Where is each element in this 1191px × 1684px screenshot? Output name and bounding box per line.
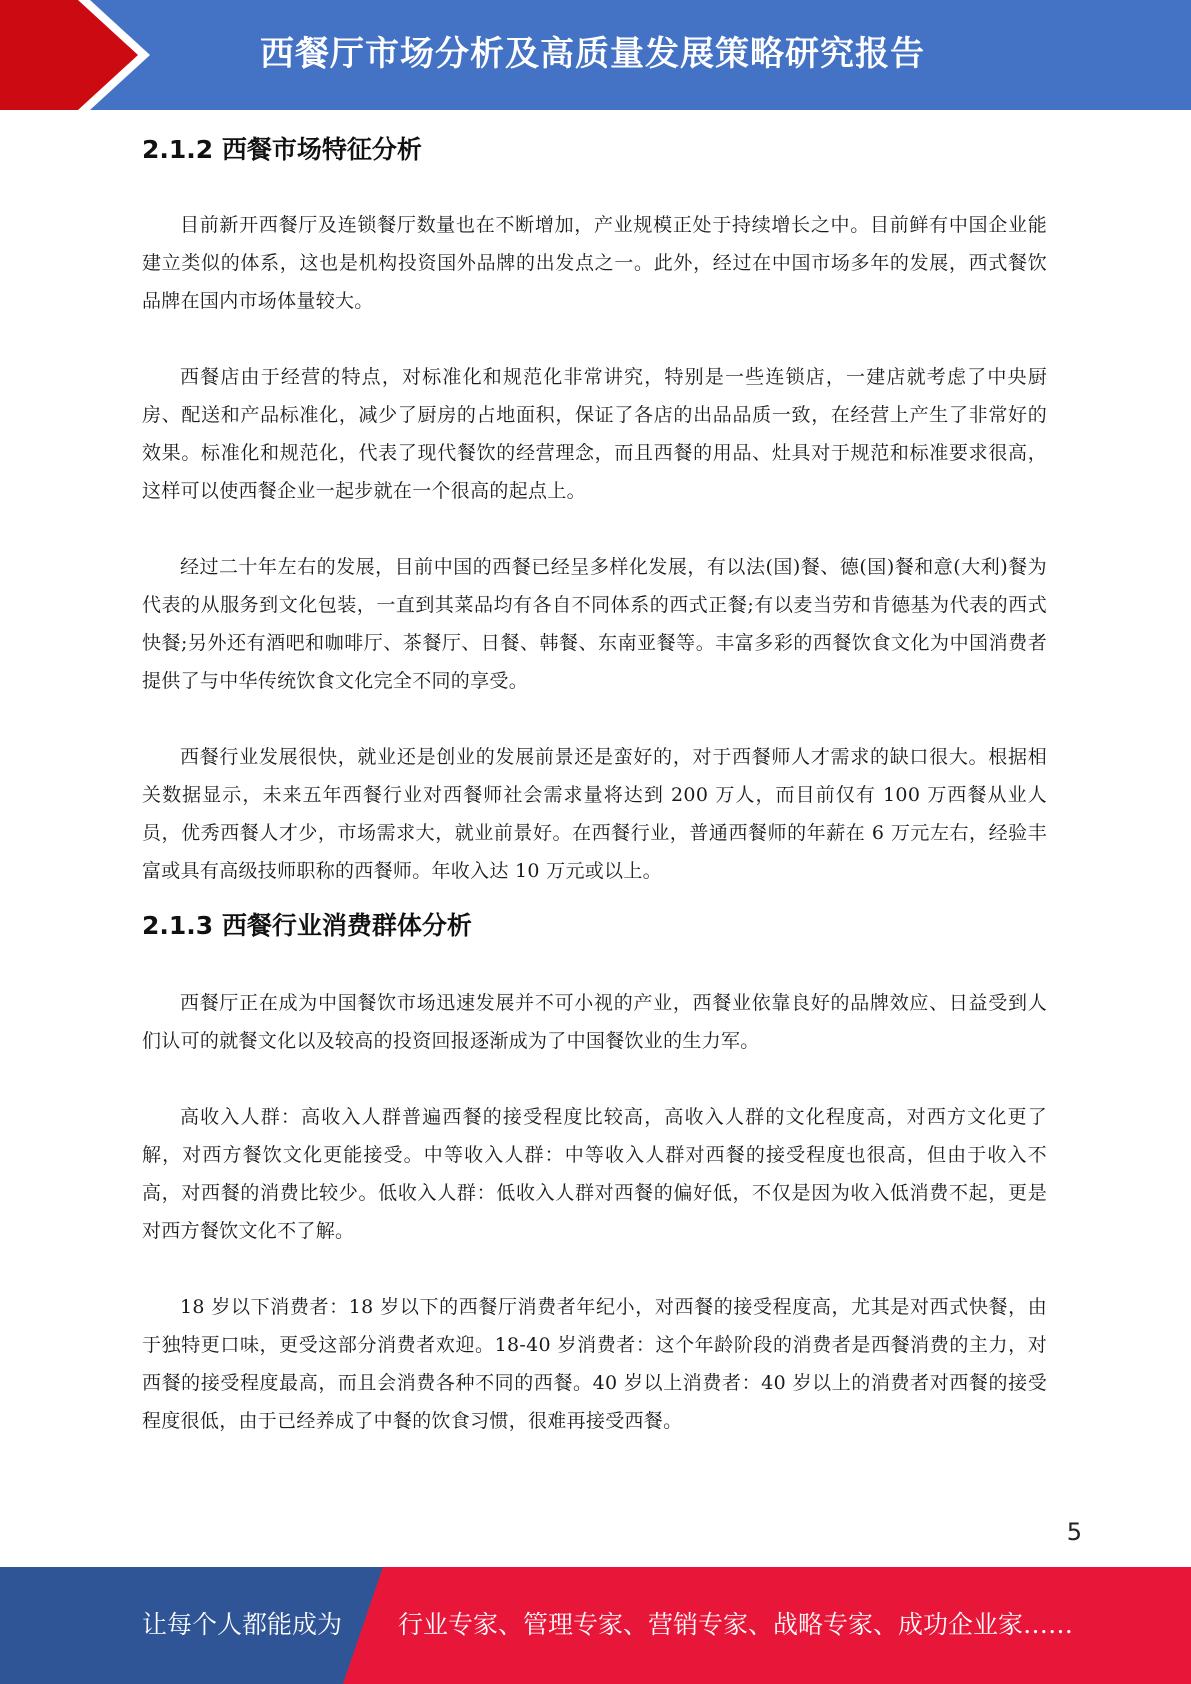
paragraph: 西餐行业发展很快，就业还是创业的发展前景还是蛮好的，对于西餐师人才需求的缺口很大。根据相关数据显示，未来五年西餐行业对西餐师社会需求量将达到 200 万人，而目前仅有 100 万西餐从业人员，优秀西餐人才少，市场需求大，就业前景好。在西餐行业，普通西餐师的年薪在 6 万元左右，经验丰富或具有高级技师职称的西餐师。年收入达 10 万元或以上。 xyxy=(142,746,1047,882)
page-content xyxy=(142,126,1047,1478)
footer-slogan-left: 让每个人都能成为 xyxy=(142,1610,343,1639)
section-heading-2-1-2: 2.1.2 西餐市场特征分析 xyxy=(142,135,422,164)
section-heading-2-1-3: 2.1.3 西餐行业消费群体分析 xyxy=(142,911,472,940)
page-header xyxy=(0,0,1191,110)
page-footer xyxy=(0,1567,1191,1684)
paragraph: 西餐厅正在成为中国餐饮市场迅速发展并不可小视的产业，西餐业依靠良好的品牌效应、日益受到人们认可的就餐文化以及较高的投资回报逐渐成为了中国餐饮业的生力军。 xyxy=(142,992,1047,1052)
paragraph: 经过二十年左右的发展，目前中国的西餐已经呈多样化发展，有以法(国)餐、德(国)餐和意(大利)餐为代表的从服务到文化包装，一直到其菜品均有各自不同体系的西式正餐;有以麦当劳和肯德基为代表的西式快餐;另外还有酒吧和咖啡厅、茶餐厅、日餐、韩餐、东南亚餐等。丰富多彩的西餐饮食文化为中国消费者提供了与中华传统饮食文化完全不同的享受。 xyxy=(142,556,1047,692)
report-title: 西餐厅市场分析及高质量发展策略研究报告 xyxy=(260,34,925,74)
paragraph: 高收入人群：高收入人群普遍西餐的接受程度比较高，高收入人群的文化程度高，对西方文化更了解，对西方餐饮文化更能接受。中等收入人群：中等收入人群对西餐的接受程度也很高，但由于收入不高，对西餐的消费比较少。低收入人群：低收入人群对西餐的偏好低，不仅是因为收入低消费不起，更是对西方餐饮文化不了解。 xyxy=(142,1106,1047,1242)
paragraph: 18 岁以下消费者：18 岁以下的西餐厅消费者年纪小，对西餐的接受程度高，尤其是对西式快餐，由于独特更口味，更受这部分消费者欢迎。18-40 岁消费者：这个年龄阶段的消费者是西餐消费的主力，对西餐的接受程度最高，而且会消费各种不同的西餐。40 岁以上消费者：40 岁以上的消费者对西餐的接受程度很低，由于已经养成了中餐的饮食习惯，很难再接受西餐。 xyxy=(142,1296,1047,1432)
footer-slogan-right: 行业专家、管理专家、营销专家、战略专家、成功企业家…… xyxy=(398,1610,1074,1639)
page-number: 5 xyxy=(1066,1518,1082,1546)
paragraph: 目前新开西餐厅及连锁餐厅数量也在不断增加，产业规模正处于持续增长之中。目前鲜有中国企业能建立类似的体系，这也是机构投资国外品牌的出发点之一。此外，经过在中国市场多年的发展，西式餐饮品牌在国内市场体量较大。 xyxy=(142,214,1047,312)
paragraph: 西餐店由于经营的特点，对标准化和规范化非常讲究，特别是一些连锁店，一建店就考虑了中央厨房、配送和产品标准化，减少了厨房的占地面积，保证了各店的出品品质一致，在经营上产生了非常好的效果。标准化和规范化，代表了现代餐饮的经营理念，而且西餐的用品、灶具对于规范和标准要求很高，这样可以使西餐企业一起步就在一个很高的起点上。 xyxy=(142,366,1047,502)
